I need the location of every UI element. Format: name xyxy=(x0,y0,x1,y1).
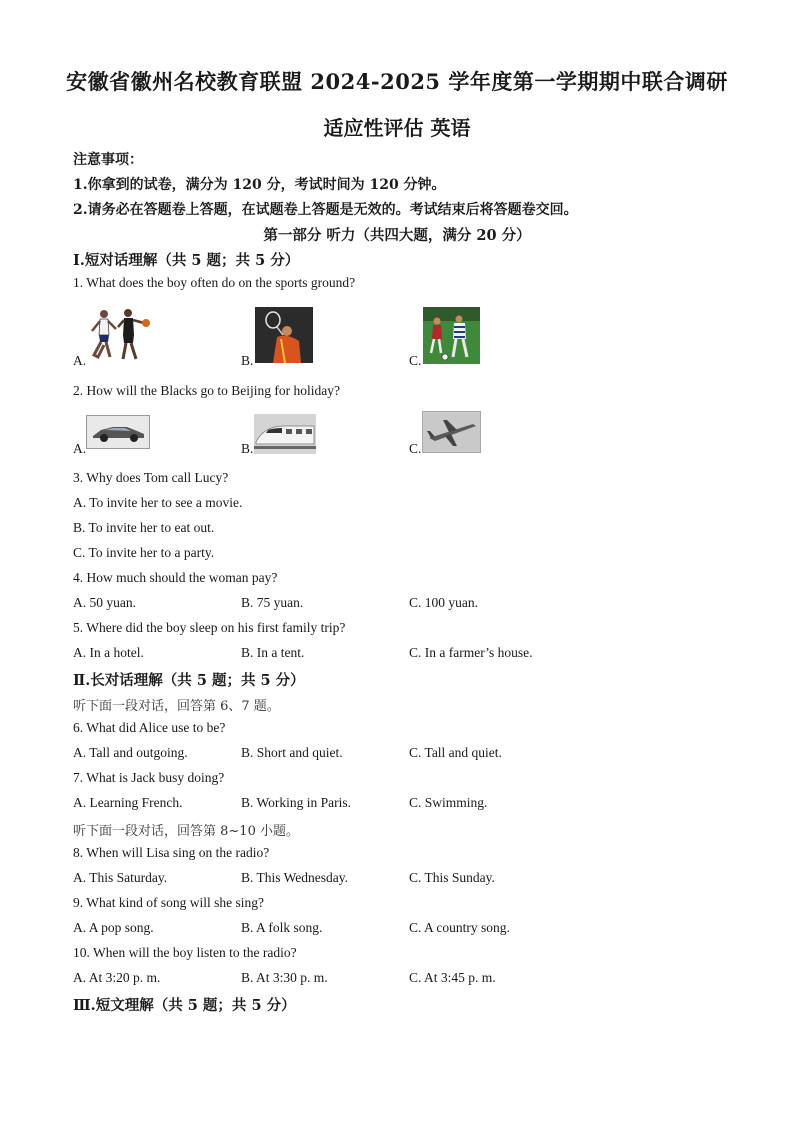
q10-option-b: B. At 3:30 p. m. xyxy=(241,970,328,985)
q1-option-b-label: B. xyxy=(241,353,254,368)
q5-option-c: C. In a farmer’s house. xyxy=(409,645,533,660)
q10-option-c: C. At 3:45 p. m. xyxy=(409,970,496,985)
q4-option-b: B. 75 yuan. xyxy=(241,595,304,610)
q4-option-c: C. 100 yuan. xyxy=(409,595,478,610)
q2-option-b-label: B. xyxy=(241,441,254,456)
q6-option-a: A. Tall and outgoing. xyxy=(73,745,188,760)
question-10: 10. When will the boy listen to the radio? xyxy=(73,945,297,960)
q3-option-a: A. To invite her to see a movie. xyxy=(73,495,243,510)
part-heading-listening: 第一部分 听力（共四大题，满分 20 分） xyxy=(263,227,531,244)
notice-heading: 注意事项： xyxy=(73,152,143,168)
q9-option-b: B. A folk song. xyxy=(241,920,323,935)
badminton-player-image xyxy=(255,307,313,363)
question-4: 4. How much should the woman pay? xyxy=(73,570,278,585)
q8-option-b: B. This Wednesday. xyxy=(241,870,349,885)
q5-option-a: A. In a hotel. xyxy=(73,645,144,660)
high-speed-train-image xyxy=(254,414,316,454)
q7-option-a: A. Learning French. xyxy=(73,795,183,810)
q2-option-c-label: C. xyxy=(409,441,422,456)
exam-subtitle: 适应性评估 英语 xyxy=(323,116,471,140)
q6-option-c: C. Tall and quiet. xyxy=(409,745,502,760)
q1-option-c-label: C. xyxy=(409,353,422,368)
q6-option-b: B. Short and quiet. xyxy=(241,745,343,760)
question-7: 7. What is Jack busy doing? xyxy=(73,770,225,785)
q7-option-b: B. Working in Paris. xyxy=(241,795,352,810)
question-2: 2. How will the Blacks go to Beijing for holiday? xyxy=(73,383,340,398)
car-image xyxy=(86,415,150,449)
exam-title: 安徽省徽州名校教育联盟 2024-2025 学年度第一学期期中联合调研 xyxy=(66,69,728,94)
q2-option-a-label: A. xyxy=(73,441,87,456)
notice-item-2: 2.请务必在答题卷上答题，在试题卷上答题是无效的。考试结束后将答题卷交回。 xyxy=(73,202,578,218)
question-1: 1. What does the boy often do on the sports ground? xyxy=(73,275,356,290)
q1-option-a-label: A. xyxy=(73,353,87,368)
section-heading-long-dialogue: Ⅱ.长对话理解（共 5 题；共 5 分） xyxy=(73,672,305,689)
instruction-q6-7: 听下面一段对话，回答第 6、7 题。 xyxy=(73,699,280,714)
question-9: 9. What kind of song will she sing? xyxy=(73,895,264,910)
question-5: 5. Where did the boy sleep on his first family trip? xyxy=(73,620,346,635)
q9-option-a: A. A pop song. xyxy=(73,920,154,935)
basketball-players-image xyxy=(86,305,152,365)
q8-option-c: C. This Sunday. xyxy=(409,870,495,885)
airplane-image xyxy=(422,411,481,453)
instruction-q8-10: 听下面一段对话，回答第 8~10 小题。 xyxy=(73,824,299,839)
section-heading-short-dialogue: Ⅰ.短对话理解（共 5 题；共 5 分） xyxy=(73,252,300,269)
q3-option-b: B. To invite her to eat out. xyxy=(73,520,215,535)
q5-option-b: B. In a tent. xyxy=(241,645,305,660)
notice-item-1: 1.你拿到的试卷，满分为 120 分，考试时间为 120 分钟。 xyxy=(73,177,446,193)
q7-option-c: C. Swimming. xyxy=(409,795,488,810)
q3-option-c: C. To invite her to a party. xyxy=(73,545,215,560)
question-8: 8. When will Lisa sing on the radio? xyxy=(73,845,270,860)
question-6: 6. What did Alice use to be? xyxy=(73,720,226,735)
q9-option-c: C. A country song. xyxy=(409,920,510,935)
q8-option-a: A. This Saturday. xyxy=(73,870,168,885)
q4-option-a: A. 50 yuan. xyxy=(73,595,136,610)
q10-option-a: A. At 3:20 p. m. xyxy=(73,970,161,985)
football-players-image xyxy=(423,307,480,364)
section-heading-passage: Ⅲ.短文理解（共 5 题；共 5 分） xyxy=(73,997,296,1014)
question-3: 3. Why does Tom call Lucy? xyxy=(73,470,229,485)
